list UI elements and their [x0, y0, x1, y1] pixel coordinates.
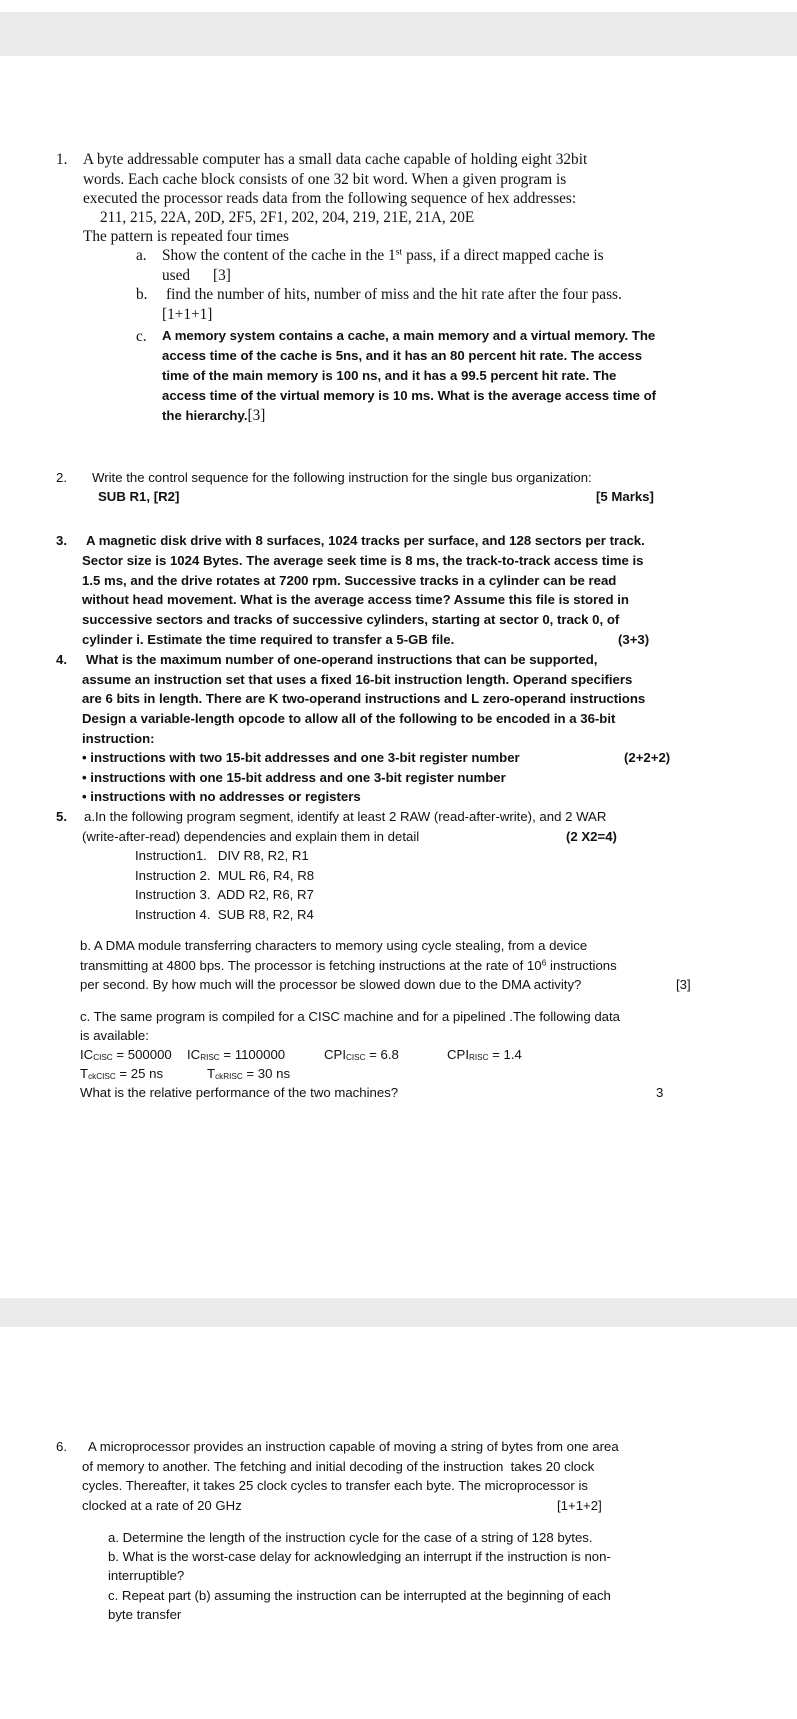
q6-line: cycles. Thereafter, it takes 25 clock cycles to transfer each byte. The microprocessor is — [82, 1478, 588, 1493]
viewer-top-band — [0, 0, 797, 12]
q1-line: executed the processor reads data from the following sequence of hex addresses: — [83, 190, 577, 207]
q1a-line1: Show the content of the cache in the 1st pass, if a direct mapped cache is — [162, 246, 604, 264]
q6-part: interruptible? — [108, 1568, 185, 1583]
q1-address-sequence: 211, 215, 22A, 20D, 2F5, 2F1, 202, 204, 219, 21E, 21A, 20E — [100, 209, 475, 226]
q5c-marks: 3 — [656, 1085, 664, 1100]
q4-line: Design a variable-length opcode to allow all of the following to be encoded in a 36-bit — [82, 711, 616, 726]
q1c-last-line: the hierarchy.[3] — [162, 407, 266, 424]
q3-line: A magnetic disk drive with 8 surfaces, 1024 tracks per surface, and 128 sectors per track. — [86, 533, 645, 548]
q3-number: 3. — [56, 533, 67, 548]
q3-marks: (3+3) — [618, 632, 650, 647]
t-risc: $T_{ckRISC} = 30$ ns — [207, 1066, 291, 1082]
document-page-2 — [0, 1327, 797, 1719]
q3-line: cylinder i. Estimate the time required to transfer a 5-GB file. — [82, 632, 455, 647]
q5c-line2: is available: — [80, 1028, 149, 1043]
q6-part: byte transfer — [108, 1607, 182, 1622]
q4-bullet: • instructions with two 15-bit addresses and one 3-bit register number — [82, 750, 520, 765]
q5a-marks: (2 X2=4) — [566, 829, 617, 844]
q5-number: 5. — [56, 809, 67, 824]
q1-line: The pattern is repeated four times — [83, 228, 290, 245]
q4-marks: (2+2+2) — [624, 750, 671, 765]
q1c-marker: c. — [136, 328, 147, 345]
q5a-line2: (write-after-read) dependencies and explain them in detail — [82, 829, 420, 844]
q4-number: 4. — [56, 652, 67, 667]
q4-line: are 6 bits in length. There are K two-operand instructions and L zero-operand instructions — [82, 691, 646, 706]
q1c-line: time of the main memory is 100 ns, and it has a 99.5 percent hit rate. The — [162, 368, 617, 383]
q2-number: 2. — [56, 470, 67, 485]
q3-line: Sector size is 1024 Bytes. The average seek time is 8 ms, the track-to-track access time is — [82, 553, 644, 568]
q5c-line1: c. The same program is compiled for a CISC machine and for a pipelined .The following data — [80, 1009, 620, 1024]
q4-line: What is the maximum number of one-operand instructions that can be supported, — [86, 652, 598, 667]
cpi-risc: $CPI_{RISC} = 1.4$ — [447, 1047, 522, 1063]
q4-line: instruction: — [82, 731, 155, 746]
q2-instruction: SUB R1, [R2] — [98, 489, 180, 504]
q5-instruction: Instruction 4. SUB R8, R2, R4 — [135, 907, 314, 922]
q5b-marks: [3] — [676, 977, 691, 992]
q5c-question: What is the relative performance of the two machines? — [80, 1085, 399, 1100]
q1a-line2: used [3] — [162, 267, 231, 284]
q1c-line: A memory system contains a cache, a main memory and a virtual memory. The — [162, 328, 656, 343]
q6-part: c. Repeat part (b) assuming the instruction can be interrupted at the beginning of each — [108, 1588, 611, 1603]
q3-line: successive sectors and tracks of successive cylinders, starting at sector 0, track 0, of — [82, 612, 620, 627]
q6-marks: [1+1+2] — [557, 1498, 602, 1513]
q2-marks: [5 Marks] — [596, 489, 654, 504]
q1b-marker: b. — [136, 286, 148, 303]
document-page-1 — [0, 56, 797, 1298]
q4-line: assume an instruction set that uses a fixed 16-bit instruction length. Operand specifiers — [82, 672, 633, 687]
q1-line: words. Each cache block consists of one 32 bit word. When a given program is — [83, 171, 567, 188]
q5b-line1: b. A DMA module transferring characters to memory using cycle stealing, from a device — [80, 938, 588, 953]
q6-line: clocked at a rate of 20 GHz — [82, 1498, 242, 1513]
q1a-marker: a. — [136, 247, 147, 264]
q1-number: 1. — [56, 151, 68, 168]
ic-cisc: $IC_{CISC} = 500000$ — [80, 1047, 172, 1063]
q6-line: A microprocessor provides an instruction capable of moving a string of bytes from one area — [88, 1439, 619, 1454]
q5-instruction: Instruction 3. ADD R2, R6, R7 — [135, 887, 314, 902]
q5-instruction: Instruction1. DIV R8, R2, R1 — [135, 848, 309, 863]
q2-line1: Write the control sequence for the following instruction for the single bus organization: — [92, 470, 592, 485]
q1-line: A byte addressable computer has a small data cache capable of holding eight 32bit — [83, 151, 588, 168]
q5b-line3: per second. By how much will the processor be slowed down due to the DMA activity? — [80, 977, 582, 992]
q6-part: a. Determine the length of the instruction cycle for the case of a string of 128 bytes. — [108, 1530, 593, 1545]
q1b-marks: [1+1+1] — [162, 306, 213, 323]
q5-instruction: Instruction 2. MUL R6, R4, R8 — [135, 868, 315, 883]
q5b-line2: transmitting at 4800 bps. The processor is fetching instructions at the rate of $10^6$ instructions — [80, 957, 617, 973]
q3-line: 1.5 ms, and the drive rotates at 7200 rpm. Successive tracks in a cylinder can be read — [82, 573, 617, 588]
q6-line: of memory to another. The fetching and initial decoding of the instruction takes 20 clock — [82, 1459, 595, 1474]
q4-bullet: • instructions with no addresses or registers — [82, 789, 361, 804]
q4-bullet: • instructions with one 15-bit address and one 3-bit register number — [82, 770, 506, 785]
q1b-line1: find the number of hits, number of miss and the hit rate after the four pass. — [166, 286, 622, 303]
cpi-cisc: $CPI_{CISC} = 6.8$ — [324, 1047, 399, 1063]
q6-number: 6. — [56, 1439, 67, 1454]
q1c-line: access time of the cache is 5ns, and it has an 80 percent hit rate. The access — [162, 348, 643, 363]
q6-part: b. What is the worst-case delay for acknowledging an interrupt if the instruction is non- — [108, 1549, 611, 1564]
ic-risc: $IC_{RISC} = 1100000$ — [187, 1047, 286, 1063]
q1c-line: access time of the virtual memory is 10 ms. What is the average access time of — [162, 388, 657, 403]
t-cisc: $T_{ckCISC} = 25$ ns — [80, 1066, 164, 1082]
q5a-line1: a.In the following program segment, identify at least 2 RAW (read-after-write), and 2 WAR — [84, 809, 607, 824]
q3-line: without head movement. What is the average access time? Assume this file is stored in — [82, 592, 629, 607]
